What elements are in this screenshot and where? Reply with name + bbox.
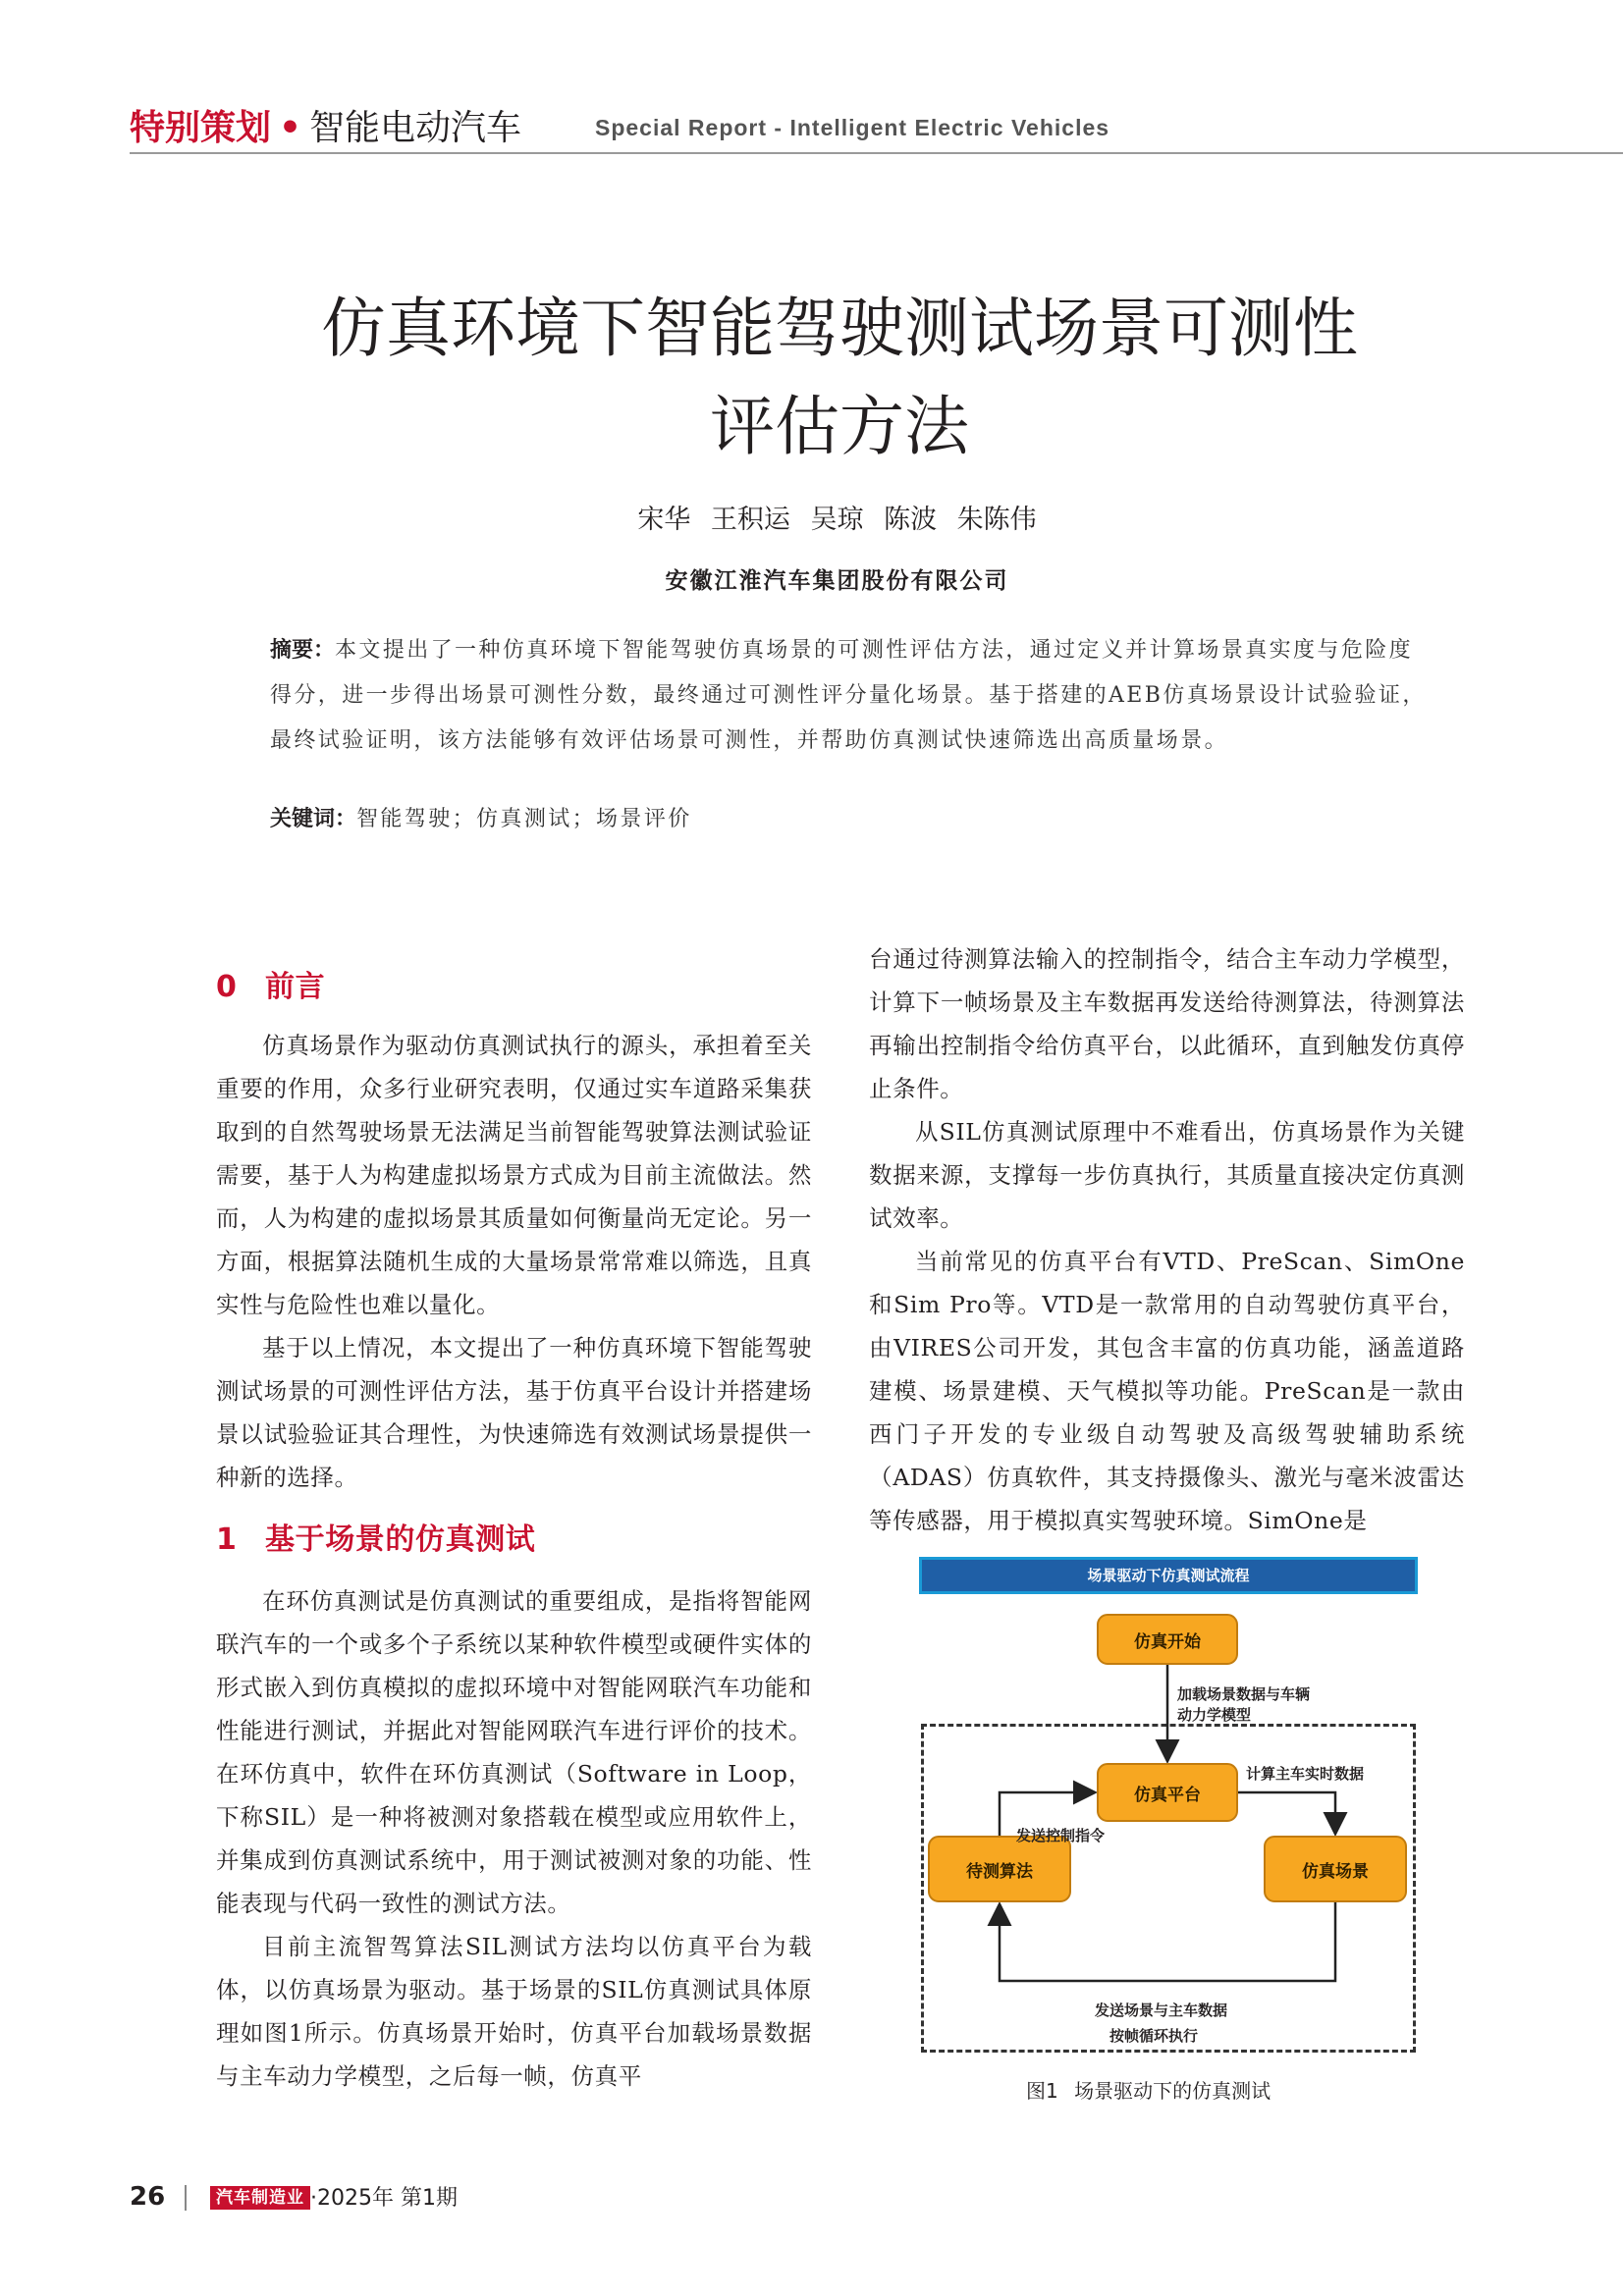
arrow-scene-to-algorithm bbox=[1000, 1902, 1335, 1981]
label-load-data-2: 动力学模型 bbox=[1177, 1706, 1252, 1724]
paragraph: 从SIL仿真测试原理中不难看出，仿真场景作为关键数据来源，支撑每一步仿真执行，其质量直接决定仿真测试效率。 bbox=[869, 1118, 1465, 1232]
header-separator: • bbox=[279, 108, 302, 148]
node-algorithm-under-test: 待测算法 bbox=[928, 1836, 1071, 1902]
running-header bbox=[0, 103, 1623, 154]
header-rule bbox=[130, 152, 1623, 154]
label-send-scene-data: 发送场景与主车数据 bbox=[1095, 2002, 1228, 2019]
section-title: 前言 bbox=[265, 970, 326, 1004]
page-number: 26 bbox=[130, 2182, 166, 2212]
keywords-label: 关键词： bbox=[270, 807, 357, 831]
arrow-platform-to-scene bbox=[1238, 1792, 1335, 1832]
keywords-text: 智能驾驶；仿真测试；场景评价 bbox=[356, 807, 692, 831]
header-english: Special Report - Intelligent Electric Vehicles bbox=[595, 115, 1110, 140]
node-simulation-start: 仿真开始 bbox=[1097, 1614, 1238, 1665]
article-title bbox=[118, 280, 1561, 476]
node-simulation-platform: 仿真平台 bbox=[1097, 1763, 1238, 1822]
paragraph: 在环仿真测试是仿真测试的重要组成，是指将智能网联汽车的一个或多个子系统以某种软件模型或硬件实体的形式嵌入到仿真模拟的虚拟环境中对智能网联汽车功能和性能进行测试，并据此对智能网联汽车进行评价的技术。在环仿真中，软件在环仿真测试（Software in Loop，下称SIL）是一种将被测对象搭载在模型或应用软件上，并集成到仿真测试系统中，用于测试被测对象的功能、性能表现与代码一致性的测试方法。 bbox=[216, 1587, 812, 1917]
title-line-1: 仿真环境下智能驾驶测试场景可测性 bbox=[321, 291, 1358, 366]
figure-caption: 图1 场景驱动下的仿真测试 bbox=[1026, 2079, 1271, 2103]
title-line-2: 评估方法 bbox=[710, 389, 969, 464]
right-column bbox=[869, 937, 1465, 1542]
label-load-data-1: 加载场景数据与车辆 bbox=[1177, 1685, 1311, 1703]
section-number: 1 bbox=[216, 1522, 238, 1557]
issue-info: ·2025年 第1期 bbox=[310, 2186, 458, 2211]
page-footer bbox=[130, 2177, 458, 2216]
section-title: 基于场景的仿真测试 bbox=[265, 1522, 536, 1557]
affiliation: 安徽江淮汽车集团股份有限公司 bbox=[665, 567, 1009, 594]
figure-banner-text: 场景驱动下仿真测试流程 bbox=[1087, 1567, 1250, 1584]
abstract bbox=[270, 628, 1429, 764]
abstract-text: 本文提出了一种仿真环境下智能驾驶仿真场景的可测性评估方法，通过定义并计算场景真实度与危险度得分，进一步得出场景可测性分数，最终通过可测性评分量化场景。基于搭建的AEB仿真场景设计试验验证，最终试验证明，该方法能够有效评估场景可测性，并帮助仿真测试快速筛选出高质量场景。 bbox=[270, 638, 1427, 753]
label-send-control: 发送控制指令 bbox=[1016, 1827, 1106, 1844]
node-simulation-scene: 仿真场景 bbox=[1264, 1836, 1407, 1902]
paragraph: 台通过待测算法输入的控制指令，结合主车动力学模型，计算下一帧场景及主车数据再发送给待测算法，待测算法再输出控制指令给仿真平台，以此循环，直到触发仿真停止条件。 bbox=[869, 945, 1465, 1102]
abstract-label: 摘要： bbox=[270, 638, 336, 663]
keywords bbox=[270, 800, 1429, 839]
footer-divider bbox=[185, 2185, 187, 2211]
left-column bbox=[216, 966, 812, 2098]
paragraph: 目前主流智驾算法SIL测试方法均以仿真平台为载体，以仿真场景为驱动。基于场景的SIL仿真测试具体原理如图1所示。仿真场景开始时，仿真平台加载场景数据与主车动力学模型，之后每一帧，仿真平 bbox=[216, 1933, 812, 2090]
section-heading-1 bbox=[216, 1519, 812, 1562]
journal-logo: 汽车制造业 bbox=[210, 2186, 310, 2210]
header-topic: 智能电动汽车 bbox=[309, 108, 522, 148]
header-section-label: 特别策划 bbox=[130, 108, 272, 148]
paragraph: 当前常见的仿真平台有VTD、PreScan、SimOne和Sim Pro等。VTD是一款常用的自动驾驶仿真平台，由VIRES公司开发，其包含丰富的仿真功能，涵盖道路建模、场景建模、天气模拟等功能。PreScan是一款由西门子开发的专业级自动驾驶及高级驾驶辅助系统（ADAS）仿真软件，其支持摄像头、激光与毫米波雷达等传感器，用于模拟真实驾驶环境。SimOne是 bbox=[869, 1248, 1465, 1534]
section-number: 0 bbox=[216, 970, 238, 1004]
header-section bbox=[130, 103, 521, 154]
paragraph: 仿真场景作为驱动仿真测试执行的源头，承担着至关重要的作用，众多行业研究表明，仅通过实车道路采集获取到的自然驾驶场景无法满足当前智能驾驶算法测试验证需要，基于人为构建虚拟场景方式成为目前主流做法。然而，人为构建的虚拟场景其质量如何衡量尚无定论。另一方面，根据算法随机生成的大量场景常常难以筛选，且真实性与危险性也难以量化。 bbox=[216, 1032, 812, 1318]
label-compute-data: 计算主车实时数据 bbox=[1246, 1765, 1365, 1783]
figure-1-flowchart bbox=[908, 1551, 1438, 2071]
authors: 宋华 王积运 吴琼 陈波 朱陈伟 bbox=[637, 505, 1037, 535]
section-heading-0 bbox=[216, 966, 812, 1009]
label-frame-loop: 按帧循环执行 bbox=[1109, 2027, 1199, 2045]
paragraph: 基于以上情况，本文提出了一种仿真环境下智能驾驶测试场景的可测性评估方法，基于仿真平台设计并搭建场景以试验验证其合理性，为快速筛选有效测试场景提供一种新的选择。 bbox=[216, 1334, 812, 1491]
